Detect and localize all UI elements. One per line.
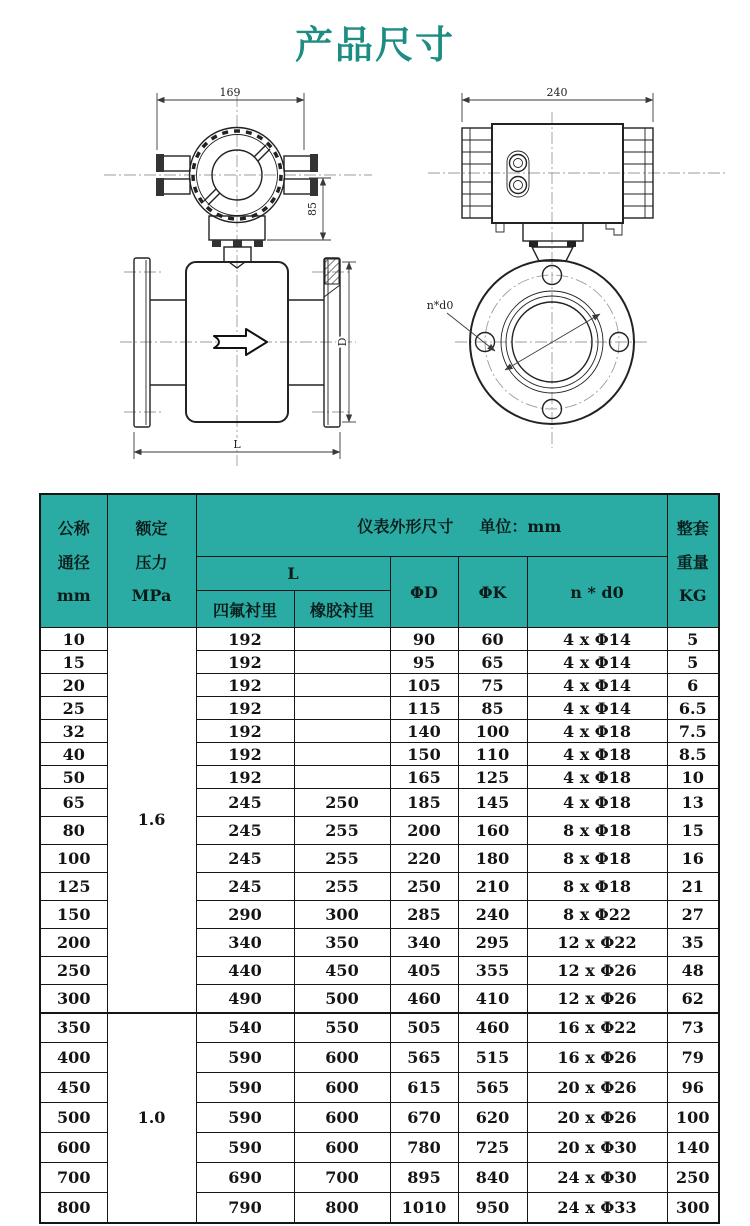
cell-l-rubber: 600 [294, 1133, 390, 1163]
cell-n-d0: 12 x Φ22 [527, 929, 667, 957]
cell-nominal-diameter: 65 [40, 789, 107, 817]
cell-nominal-diameter: 10 [40, 628, 107, 651]
col-header-n-d0: n * d0 [527, 557, 667, 628]
cell-n-d0: 16 x Φ26 [527, 1043, 667, 1073]
cell-l-ptfe: 490 [196, 985, 294, 1013]
cell-n-d0: 24 x Φ33 [527, 1193, 667, 1223]
cell-l-rubber: 300 [294, 901, 390, 929]
cell-phi-k: 125 [458, 766, 527, 789]
dimension-spec-table [39, 493, 720, 1224]
cell-phi-d: 95 [390, 651, 458, 674]
cell-l-rubber [294, 743, 390, 766]
cell-phi-k: 145 [458, 789, 527, 817]
cell-nominal-diameter: 400 [40, 1043, 107, 1073]
cell-phi-k: 620 [458, 1103, 527, 1133]
cell-l-rubber: 550 [294, 1013, 390, 1043]
cell-weight: 100 [667, 1103, 719, 1133]
page-title: 产品尺寸 [294, 25, 455, 67]
cell-phi-d: 250 [390, 873, 458, 901]
cell-l-rubber: 255 [294, 845, 390, 873]
cell-weight: 79 [667, 1043, 719, 1073]
cell-phi-d: 140 [390, 720, 458, 743]
cell-phi-d: 505 [390, 1013, 458, 1043]
cell-l-rubber: 500 [294, 985, 390, 1013]
cell-phi-d: 1010 [390, 1193, 458, 1223]
right-dimensions [427, 86, 653, 351]
cell-weight: 73 [667, 1013, 719, 1043]
cell-l-ptfe: 690 [196, 1163, 294, 1193]
bolt-holes-label: n*d0 [426, 299, 454, 312]
cell-nominal-diameter: 700 [40, 1163, 107, 1193]
cell-nominal-diameter: 300 [40, 985, 107, 1013]
cell-phi-d: 165 [390, 766, 458, 789]
cell-n-d0: 24 x Φ30 [527, 1163, 667, 1193]
cell-l-ptfe: 590 [196, 1073, 294, 1103]
cell-phi-k: 515 [458, 1043, 527, 1073]
table-row [40, 628, 719, 651]
cell-weight: 48 [667, 957, 719, 985]
cell-pressure: 1.0 [107, 1013, 196, 1223]
cell-phi-d: 780 [390, 1133, 458, 1163]
cell-phi-d: 105 [390, 674, 458, 697]
cell-phi-k: 565 [458, 1073, 527, 1103]
flange-face [470, 260, 634, 424]
table-row [40, 1013, 719, 1043]
cell-phi-d: 285 [390, 901, 458, 929]
cell-phi-k: 75 [458, 674, 527, 697]
cell-weight: 250 [667, 1163, 719, 1193]
cell-l-rubber: 800 [294, 1193, 390, 1223]
left-dimensions [134, 86, 356, 459]
cell-nominal-diameter: 800 [40, 1193, 107, 1223]
cell-l-ptfe: 245 [196, 817, 294, 845]
cell-l-rubber [294, 651, 390, 674]
cell-phi-d: 340 [390, 929, 458, 957]
cell-weight: 15 [667, 817, 719, 845]
cell-n-d0: 8 x Φ18 [527, 845, 667, 873]
cell-nominal-diameter: 500 [40, 1103, 107, 1133]
cell-phi-d: 460 [390, 985, 458, 1013]
cell-weight: 5 [667, 628, 719, 651]
cell-n-d0: 4 x Φ18 [527, 720, 667, 743]
cell-weight: 6 [667, 674, 719, 697]
cell-l-ptfe: 192 [196, 674, 294, 697]
cell-n-d0: 8 x Φ18 [527, 817, 667, 845]
cell-l-rubber: 450 [294, 957, 390, 985]
cell-phi-k: 295 [458, 929, 527, 957]
cell-l-ptfe: 192 [196, 651, 294, 674]
cell-l-ptfe: 290 [196, 901, 294, 929]
cell-n-d0: 4 x Φ14 [527, 697, 667, 720]
cell-weight: 62 [667, 985, 719, 1013]
cell-nominal-diameter: 125 [40, 873, 107, 901]
cell-nominal-diameter: 80 [40, 817, 107, 845]
cell-phi-k: 110 [458, 743, 527, 766]
dim-label-head-width: 169 [219, 86, 241, 99]
cell-nominal-diameter: 450 [40, 1073, 107, 1103]
cell-l-ptfe: 245 [196, 873, 294, 901]
cell-weight: 96 [667, 1073, 719, 1103]
cell-n-d0: 4 x Φ14 [527, 651, 667, 674]
cell-phi-d: 115 [390, 697, 458, 720]
cell-phi-d: 405 [390, 957, 458, 985]
cell-phi-k: 65 [458, 651, 527, 674]
dim-label-head-height: 85 [306, 202, 319, 216]
cell-n-d0: 20 x Φ26 [527, 1103, 667, 1133]
left-drawing-flowmeter-side-view [104, 86, 372, 466]
cell-phi-k: 180 [458, 845, 527, 873]
cell-weight: 7.5 [667, 720, 719, 743]
col-header-rubber-lining: 橡胶衬里 [294, 591, 390, 628]
cell-l-rubber: 600 [294, 1043, 390, 1073]
cell-phi-d: 615 [390, 1073, 458, 1103]
cell-phi-d: 220 [390, 845, 458, 873]
dim-label-diameter: D [336, 337, 349, 347]
cell-weight: 21 [667, 873, 719, 901]
cell-phi-d: 200 [390, 817, 458, 845]
cell-l-rubber: 250 [294, 789, 390, 817]
cell-nominal-diameter: 600 [40, 1133, 107, 1163]
dim-label-length: L [233, 438, 241, 451]
cell-nominal-diameter: 15 [40, 651, 107, 674]
cell-n-d0: 12 x Φ26 [527, 957, 667, 985]
cell-l-rubber: 255 [294, 817, 390, 845]
cell-nominal-diameter: 40 [40, 743, 107, 766]
cell-phi-d: 565 [390, 1043, 458, 1073]
cell-weight: 13 [667, 789, 719, 817]
cell-weight: 140 [667, 1133, 719, 1163]
col-header-length: L [196, 557, 390, 591]
cell-l-rubber [294, 628, 390, 651]
cell-l-rubber: 350 [294, 929, 390, 957]
cell-weight: 35 [667, 929, 719, 957]
cell-nominal-diameter: 200 [40, 929, 107, 957]
cell-l-ptfe: 245 [196, 789, 294, 817]
converter-box [462, 124, 653, 261]
cell-l-ptfe: 340 [196, 929, 294, 957]
cell-phi-k: 240 [458, 901, 527, 929]
cell-l-ptfe: 790 [196, 1193, 294, 1223]
cell-n-d0: 20 x Φ26 [527, 1073, 667, 1103]
cell-phi-d: 185 [390, 789, 458, 817]
cell-phi-k: 840 [458, 1163, 527, 1193]
col-header-phi-k: ΦK [458, 557, 527, 628]
cell-l-rubber [294, 674, 390, 697]
cell-phi-d: 895 [390, 1163, 458, 1193]
cell-phi-d: 150 [390, 743, 458, 766]
cell-nominal-diameter: 50 [40, 766, 107, 789]
cell-n-d0: 16 x Φ22 [527, 1013, 667, 1043]
cell-weight: 27 [667, 901, 719, 929]
cell-n-d0: 4 x Φ18 [527, 766, 667, 789]
cell-l-rubber: 600 [294, 1103, 390, 1133]
col-header-weight: 整套 重量 KG [667, 494, 719, 628]
table-body [40, 628, 719, 1223]
cell-phi-k: 210 [458, 873, 527, 901]
cell-nominal-diameter: 250 [40, 957, 107, 985]
cell-n-d0: 12 x Φ26 [527, 985, 667, 1013]
cell-l-ptfe: 540 [196, 1013, 294, 1043]
cell-weight: 8.5 [667, 743, 719, 766]
col-header-overall-dimensions: 仪表外形尺寸 单位：mm [196, 494, 667, 557]
cell-weight: 5 [667, 651, 719, 674]
cell-l-ptfe: 590 [196, 1133, 294, 1163]
cell-l-rubber [294, 697, 390, 720]
col-header-nominal-diameter: 公称 通径 mm [40, 494, 107, 628]
cell-l-ptfe: 440 [196, 957, 294, 985]
cell-phi-d: 90 [390, 628, 458, 651]
col-header-pressure: 额定 压力 MPa [107, 494, 196, 628]
cell-phi-k: 355 [458, 957, 527, 985]
cell-n-d0: 4 x Φ14 [527, 628, 667, 651]
cell-phi-k: 950 [458, 1193, 527, 1223]
cell-n-d0: 4 x Φ18 [527, 743, 667, 766]
dim-label-box-width: 240 [546, 86, 568, 99]
cell-phi-k: 460 [458, 1013, 527, 1043]
cell-l-ptfe: 245 [196, 845, 294, 873]
cell-l-rubber [294, 720, 390, 743]
cell-pressure: 1.6 [107, 628, 196, 1013]
cell-l-rubber: 600 [294, 1073, 390, 1103]
cell-weight: 300 [667, 1193, 719, 1223]
cell-nominal-diameter: 25 [40, 697, 107, 720]
cell-weight: 16 [667, 845, 719, 873]
cell-phi-k: 100 [458, 720, 527, 743]
cell-l-ptfe: 590 [196, 1043, 294, 1073]
cell-l-ptfe: 192 [196, 628, 294, 651]
table-header [40, 494, 719, 628]
flow-arrow [214, 329, 267, 355]
cell-n-d0: 20 x Φ30 [527, 1133, 667, 1163]
cell-n-d0: 4 x Φ18 [527, 789, 667, 817]
cell-phi-k: 725 [458, 1133, 527, 1163]
cell-nominal-diameter: 20 [40, 674, 107, 697]
cell-phi-d: 670 [390, 1103, 458, 1133]
cell-nominal-diameter: 32 [40, 720, 107, 743]
cell-weight: 10 [667, 766, 719, 789]
cell-phi-k: 160 [458, 817, 527, 845]
cell-l-rubber: 255 [294, 873, 390, 901]
cell-nominal-diameter: 150 [40, 901, 107, 929]
cell-l-ptfe: 192 [196, 720, 294, 743]
col-header-phi-d: ΦD [390, 557, 458, 628]
cell-phi-k: 85 [458, 697, 527, 720]
cell-nominal-diameter: 100 [40, 845, 107, 873]
right-drawing-flowmeter-end-view [427, 86, 726, 448]
cell-n-d0: 8 x Φ22 [527, 901, 667, 929]
cell-l-ptfe: 192 [196, 743, 294, 766]
cell-l-rubber: 700 [294, 1163, 390, 1193]
cell-weight: 6.5 [667, 697, 719, 720]
cell-phi-k: 60 [458, 628, 527, 651]
cell-l-ptfe: 590 [196, 1103, 294, 1133]
cell-l-ptfe: 192 [196, 766, 294, 789]
cell-nominal-diameter: 350 [40, 1013, 107, 1043]
col-header-ptfe-lining: 四氟衬里 [196, 591, 294, 628]
cell-l-rubber [294, 766, 390, 789]
cell-n-d0: 4 x Φ14 [527, 674, 667, 697]
cell-l-ptfe: 192 [196, 697, 294, 720]
technical-drawings [0, 80, 750, 490]
cell-phi-k: 410 [458, 985, 527, 1013]
cell-n-d0: 8 x Φ18 [527, 873, 667, 901]
